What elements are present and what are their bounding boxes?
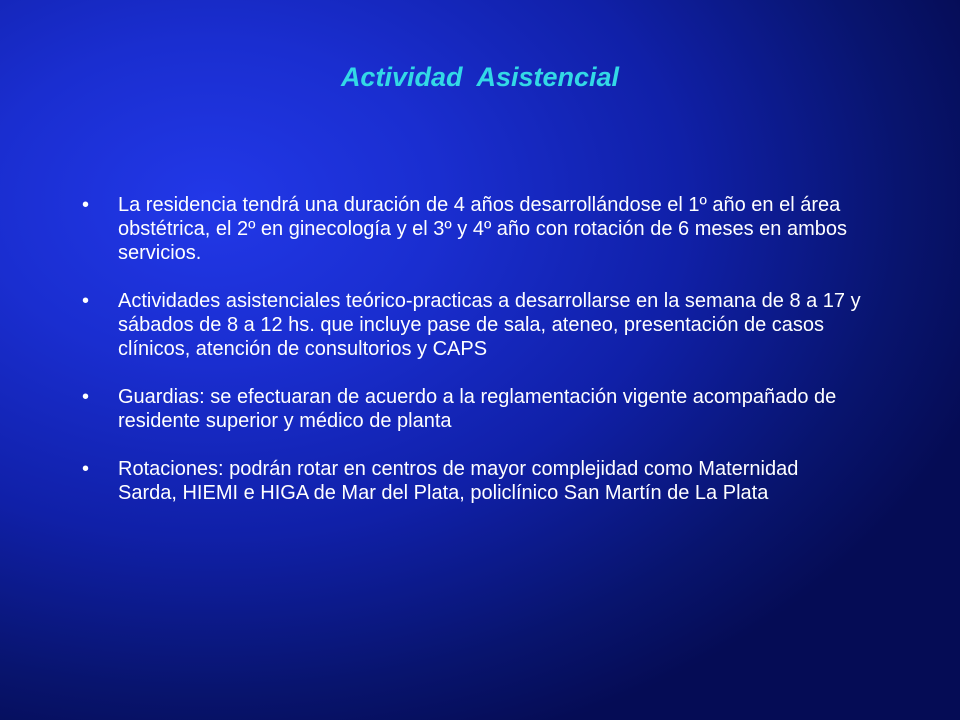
bullet-text: Actividades asistenciales teórico-practicas a desarrollarse en la semana de 8 a 17 y sábados de 8 a 12 hs. que incluye pase de sala, ateneo, presentación de casos clínicos, atención de consultorios y CAPS [118,290,861,360]
bullet-text: Guardias: se efectuaran de acuerdo a la reglamentación vigente acompañado de residente superior y médico de planta [118,386,837,432]
bullet-icon: • [82,194,90,216]
bullet-text: Rotaciones: podrán rotar en centros de mayor complejidad como Maternidad Sarda, HIEMI e HIGA de Mar del Plata, policlínico San Martín de La Plata [118,458,799,504]
bullet-item-actividades [82,289,862,361]
bullet-icon: • [82,458,90,480]
bullet-text: La residencia tendrá una duración de 4 años desarrollándose el 1º año en el área obstétrica, el 2º en ginecología y el 3º y 4º año con rotación de 6 meses en ambos servicios. [118,194,848,264]
bullet-icon: • [82,386,90,408]
bullet-item-rotaciones [82,457,862,505]
bullet-item-duracion [82,193,862,265]
bullet-icon: • [82,290,90,312]
slide-title: Actividad Asistencial [340,62,620,92]
bullet-item-guardias [82,385,862,433]
bullet-list [82,193,862,529]
